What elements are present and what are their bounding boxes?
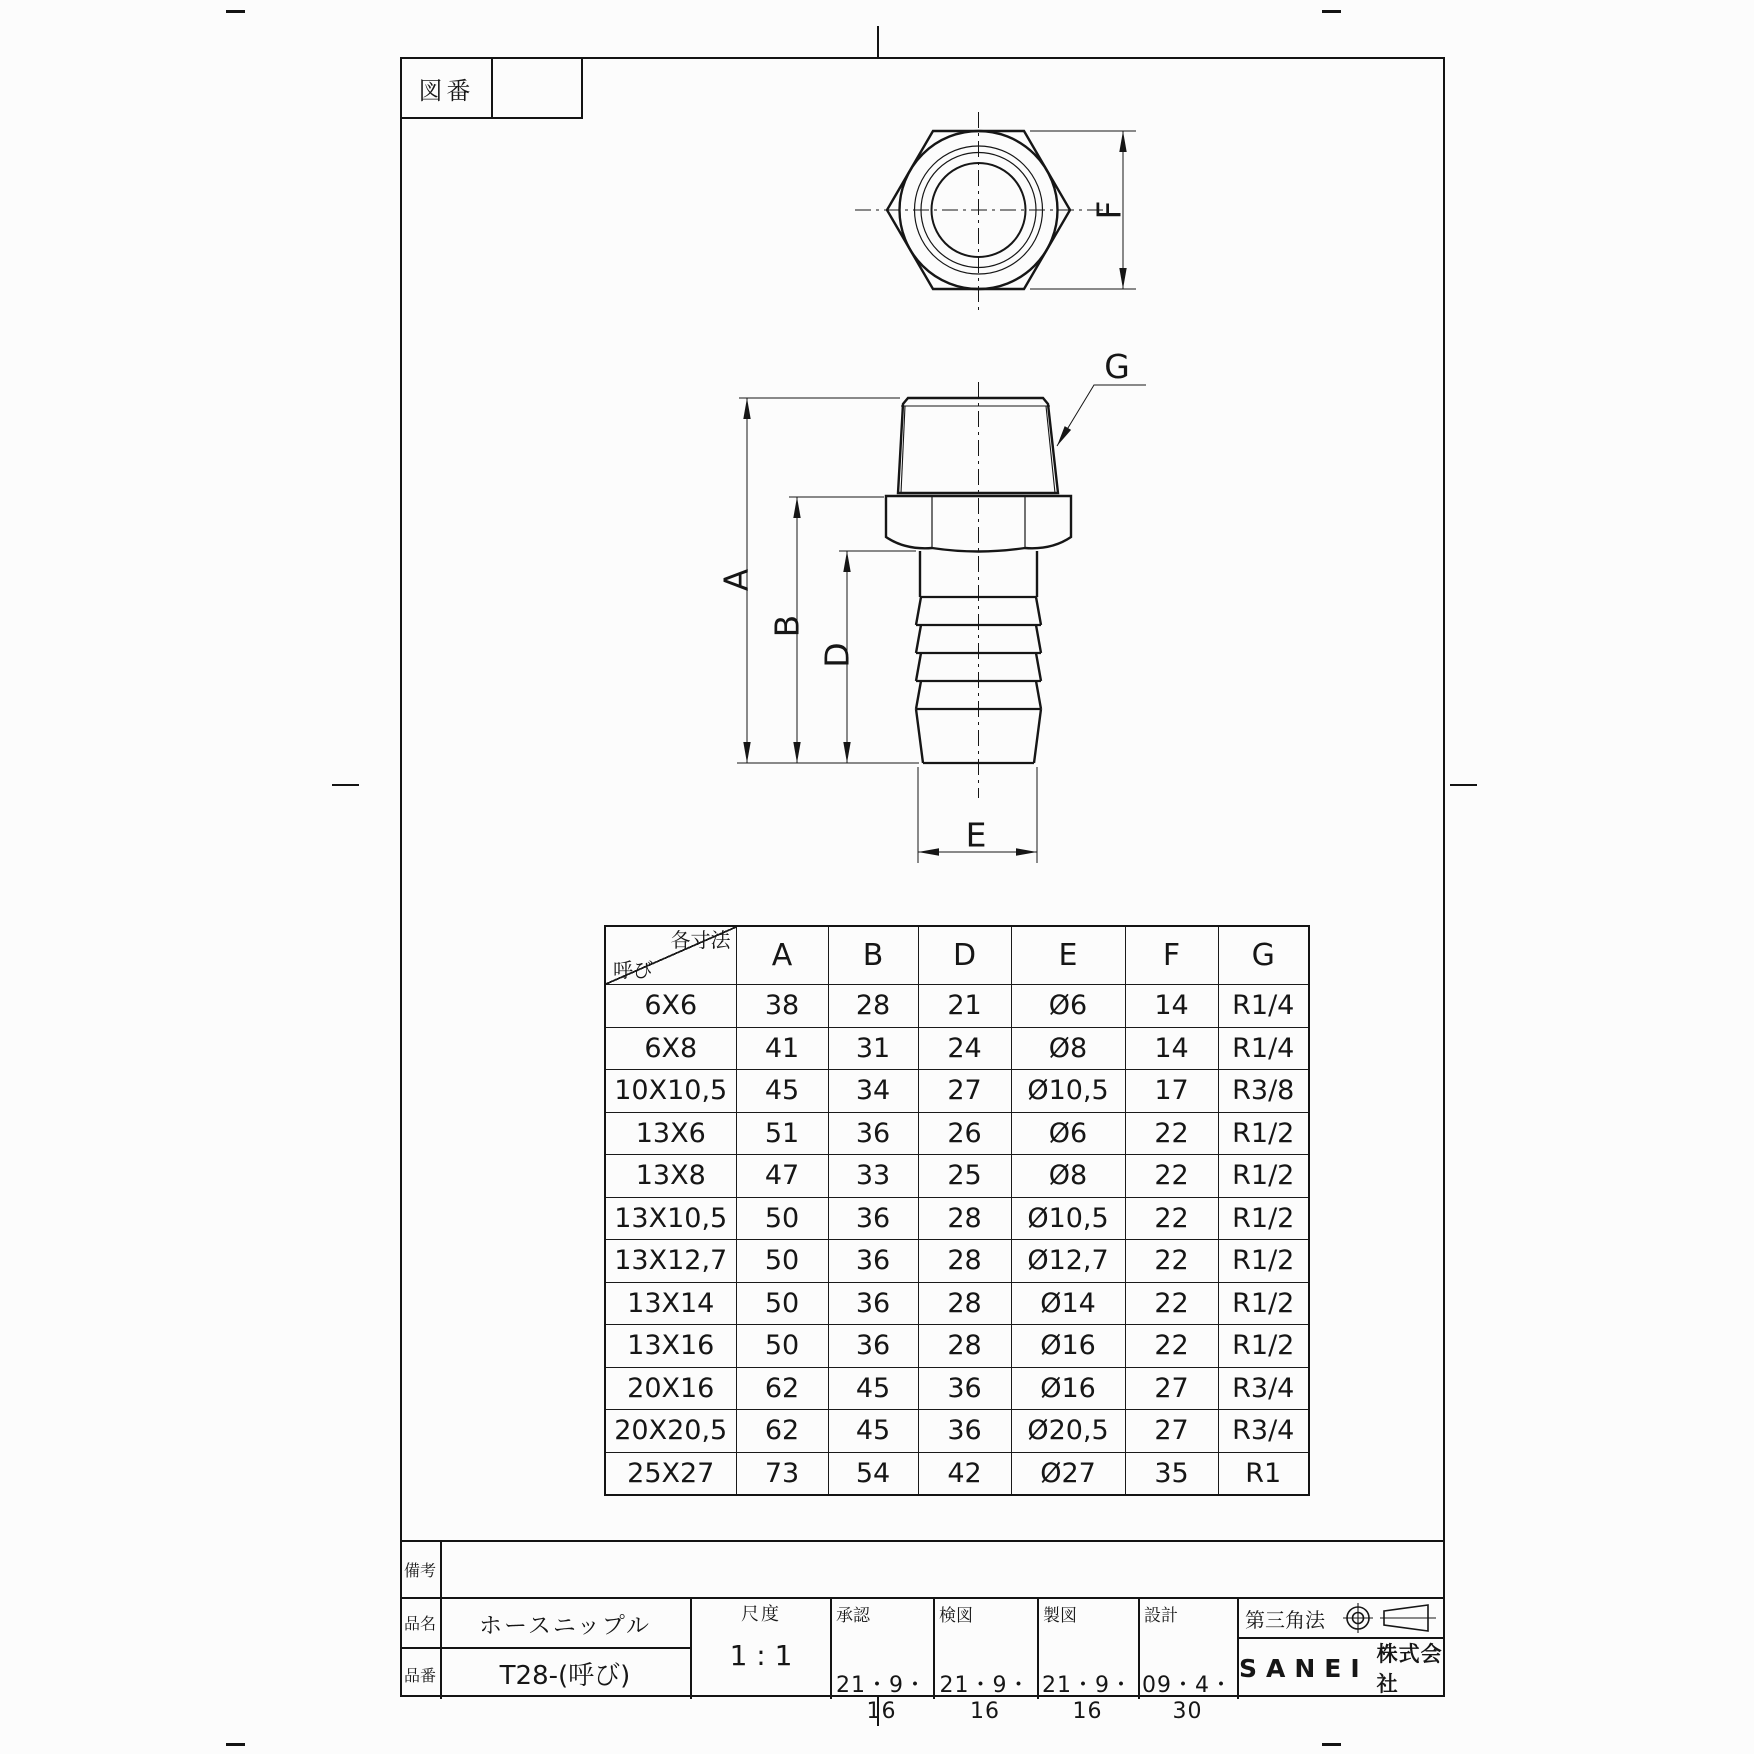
cell-a: 50 [736,1282,828,1325]
cell-e: Ø14 [1011,1282,1125,1325]
table-row [605,1325,1309,1368]
product-name-label: 品名 [403,1613,436,1633]
cell-e: Ø6 [1011,1112,1125,1155]
cell-d: 27 [918,1070,1011,1113]
design-date: 09・4・30 [1142,1673,1233,1724]
cell-d: 28 [918,1282,1011,1325]
leader-g [1057,385,1146,446]
cell-size: 13X16 [605,1325,736,1368]
cell-g: R1/2 [1218,1282,1309,1325]
arrow [843,551,850,572]
cell-b: 28 [828,985,918,1028]
remarks-label: 備考 [403,1561,436,1580]
cell-a: 62 [736,1367,828,1410]
company-name [1239,1639,1445,1697]
table-row [605,1027,1309,1070]
cell-b: 45 [828,1410,918,1453]
scale-label: 尺度 [741,1604,781,1625]
side-view [886,382,1071,798]
cell-e: Ø16 [1011,1325,1125,1368]
drafting-label: 製図 [1043,1606,1077,1626]
cell-b: 54 [828,1452,918,1495]
table-row [605,1282,1309,1325]
cell-b: 36 [828,1197,918,1240]
title-block [400,1540,1445,1724]
cell-size: 6X8 [605,1027,736,1070]
arrow [793,742,800,763]
cell-size: 13X10,5 [605,1197,736,1240]
cell-f: 22 [1125,1282,1218,1325]
cell-d: 42 [918,1452,1011,1495]
cell-b: 31 [828,1027,918,1070]
cell-b: 36 [828,1240,918,1283]
cell-e: Ø10,5 [1011,1197,1125,1240]
cell-size: 13X8 [605,1155,736,1198]
dim-label-b: B [767,614,807,638]
cell-size: 13X12,7 [605,1240,736,1283]
company-latin: SANEI [1239,1653,1369,1683]
cell-g: R1/2 [1218,1197,1309,1240]
dim-label-a: A [716,568,756,592]
arrow [1119,131,1126,152]
cell-f: 22 [1125,1325,1218,1368]
cell-a: 41 [736,1027,828,1070]
cell-f: 22 [1125,1197,1218,1240]
cell-g: R3/4 [1218,1367,1309,1410]
cell-b: 34 [828,1070,918,1113]
cell-d: 36 [918,1410,1011,1453]
cell-e: Ø27 [1011,1452,1125,1495]
cell-size: 13X6 [605,1112,736,1155]
col-header-f: F [1125,926,1218,985]
product-name-value: ホースニップル [478,1612,651,1639]
cell-e: Ø10,5 [1011,1070,1125,1113]
cell-size: 10X10,5 [605,1070,736,1113]
cell-b: 33 [828,1155,918,1198]
company-kanji: 株式会社 [1376,1642,1443,1696]
table-row [605,1155,1309,1198]
corner-label-dimensions: 各寸法 [670,928,731,952]
arrow [1016,848,1037,855]
cell-f: 27 [1125,1367,1218,1410]
col-header-g: G [1218,926,1309,985]
table-row [605,1367,1309,1410]
cell-g: R1/2 [1218,1155,1309,1198]
cell-b: 36 [828,1112,918,1155]
cell-f: 22 [1125,1155,1218,1198]
cell-size: 20X20,5 [605,1410,736,1453]
cell-g: R3/4 [1218,1410,1309,1453]
dim-label-e: E [965,815,987,855]
cell-f: 22 [1125,1240,1218,1283]
cell-a: 50 [736,1197,828,1240]
cell-f: 17 [1125,1070,1218,1113]
dimension-table [604,925,1310,1496]
table-row [605,1240,1309,1283]
cell-d: 28 [918,1197,1011,1240]
cell-d: 24 [918,1027,1011,1070]
cell-g: R1/2 [1218,1112,1309,1155]
cell-d: 28 [918,1240,1011,1283]
cell-f: 35 [1125,1452,1218,1495]
cell-e: Ø16 [1011,1367,1125,1410]
approval-date: 21・9・16 [836,1673,927,1724]
barb-profile-right [1034,551,1041,763]
remarks-value [442,1542,1445,1597]
table-header-row [605,926,1309,985]
product-number-value: T28-(呼び) [499,1660,631,1691]
cell-a: 50 [736,1240,828,1283]
approval-label: 承認 [836,1606,870,1626]
cell-b: 36 [828,1282,918,1325]
arrow [743,742,750,763]
cell-f: 22 [1125,1112,1218,1155]
cell-g: R1/2 [1218,1240,1309,1283]
cell-g: R1 [1218,1452,1309,1495]
table-row [605,1112,1309,1155]
table-row [605,1452,1309,1495]
barb-profile-left [916,551,923,763]
cell-a: 62 [736,1410,828,1453]
cell-d: 26 [918,1112,1011,1155]
arrow [918,848,939,855]
arrow [1119,268,1126,289]
cell-g: R3/8 [1218,1070,1309,1113]
third-angle-projection-icon [1340,1599,1442,1637]
top-view [855,112,1104,310]
corner-label-size: 呼び [613,958,653,982]
dim-label-g: G [1104,347,1130,386]
cell-f: 14 [1125,1027,1218,1070]
inspection-label: 検図 [939,1606,973,1626]
cell-g: R1/4 [1218,1027,1309,1070]
cell-a: 47 [736,1155,828,1198]
arrow [743,398,750,419]
cell-e: Ø6 [1011,985,1125,1028]
cell-e: Ø8 [1011,1027,1125,1070]
cell-d: 21 [918,985,1011,1028]
cell-size: 13X14 [605,1282,736,1325]
cell-a: 38 [736,985,828,1028]
design-label: 設計 [1144,1606,1178,1626]
cell-d: 36 [918,1367,1011,1410]
table-row [605,1197,1309,1240]
cell-a: 45 [736,1070,828,1113]
cell-size: 25X27 [605,1452,736,1495]
col-header-d: D [918,926,1011,985]
scale-value: 1 : 1 [729,1638,793,1672]
col-header-a: A [736,926,828,985]
cell-size: 20X16 [605,1367,736,1410]
cell-e: Ø8 [1011,1155,1125,1198]
cell-a: 73 [736,1452,828,1495]
cell-g: R1/2 [1218,1325,1309,1368]
cell-d: 25 [918,1155,1011,1198]
arrow [793,497,800,518]
cell-e: Ø12,7 [1011,1240,1125,1283]
col-header-e: E [1011,926,1125,985]
product-number-label: 品番 [403,1665,436,1685]
table-row [605,1410,1309,1453]
cell-f: 14 [1125,985,1218,1028]
cell-b: 45 [828,1367,918,1410]
table-row [605,1070,1309,1113]
arrow [843,742,850,763]
cell-a: 50 [736,1325,828,1368]
table-corner-cell [605,926,736,985]
cell-size: 6X6 [605,985,736,1028]
drafting-date: 21・9・16 [1042,1673,1133,1724]
dim-label-f: F [1089,200,1129,220]
inspection-date: 21・9・16 [939,1673,1031,1724]
projection-label: 第三角法 [1245,1607,1325,1632]
cell-a: 51 [736,1112,828,1155]
cell-b: 36 [828,1325,918,1368]
cell-g: R1/4 [1218,985,1309,1028]
cell-e: Ø20,5 [1011,1410,1125,1453]
table-row [605,985,1309,1028]
drawing-number-label: 図番 [402,59,493,117]
cell-d: 28 [918,1325,1011,1368]
arrow [1057,426,1071,446]
cell-f: 27 [1125,1410,1218,1453]
col-header-b: B [828,926,918,985]
dim-label-d: D [817,642,857,668]
